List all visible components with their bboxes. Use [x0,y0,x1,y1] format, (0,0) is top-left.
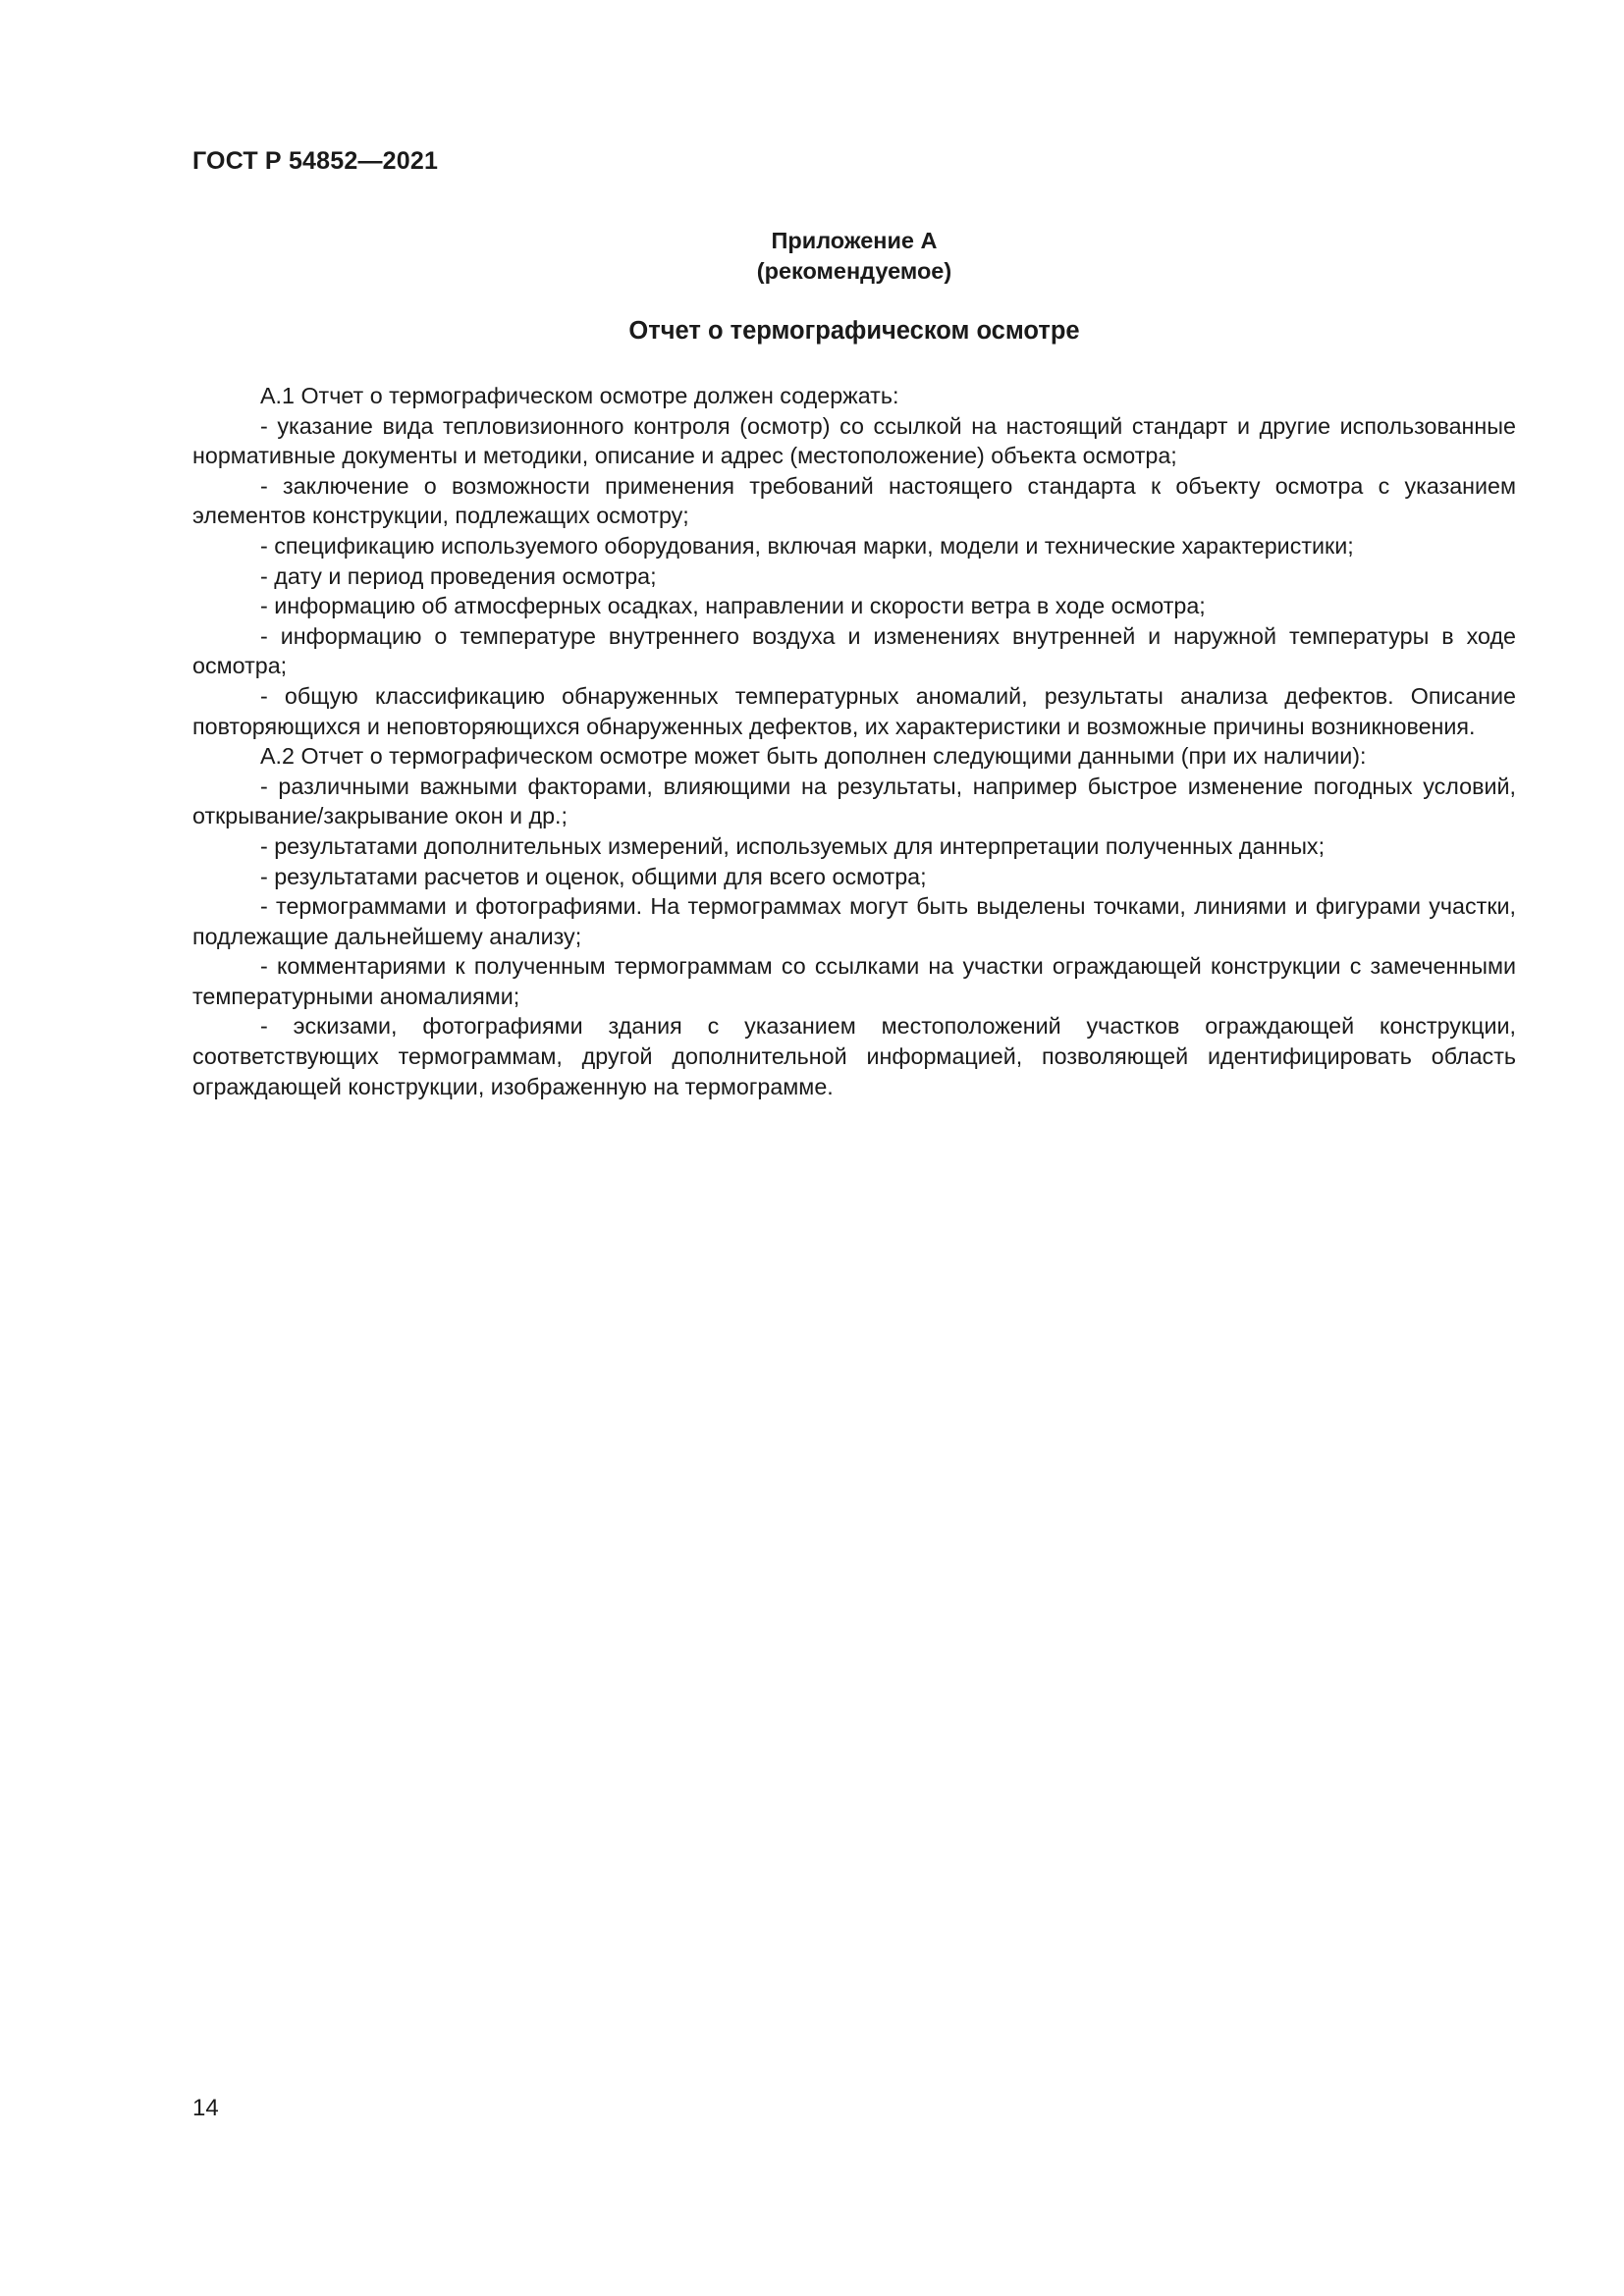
standard-code-header: ГОСТ Р 54852—2021 [192,147,439,175]
list-item: - указание вида тепловизионного контроля (осмотр) со ссылкой на настоящий стандарт и другие использованные нормативные документы и методики, описание и адрес (местоположение) объекта осмотра; [192,412,1516,469]
list-item: - дату и период проведения осмотра; [260,562,657,589]
page-number: 14 [192,2095,219,2121]
list-item: - спецификацию используемого оборудования, включая марки, модели и технические характеристики; [260,532,1354,559]
list-item: - общую классификацию обнаруженных температурных аномалий, результаты анализа дефектов. Описание повторяющихся и неповторяющихся обнаруженных дефектов, их характеристики и возможные причины возникновения. [192,682,1516,739]
annex-title: Отчет о термографическом осмотре [628,317,1080,345]
list-item: - заключение о возможности применения требований настоящего стандарта к объекту осмотра с указанием элементов конструкции, подлежащих осмотру; [192,472,1516,529]
annex-status: (рекомендуемое) [756,258,952,284]
annex-body [192,381,1516,1101]
list-item: - эскизами, фотографиями здания с указанием местоположений участков ограждающей конструкции, соответствующих термограммам, другой дополнительной информацией, позволяющей идентифицировать область ограждающей конструкции, изображенную на термограмме. [192,1013,1516,1099]
annex-heading [192,226,1516,287]
list-item: - термограммами и фотографиями. На термограммах могут быть выделены точками, линиями и фигурами участки, подлежащие дальнейшему анализу; [192,893,1516,949]
list-item: - информацию о температуре внутреннего воздуха и изменениях внутренней и наружной температуры в ходе осмотра; [192,622,1516,679]
list-item: - комментариями к полученным термограммам со ссылками на участки ограждающей конструкции с замеченными температурными аномалиями; [192,953,1516,1009]
annex-label: Приложение А [771,228,938,253]
paragraph-a1-intro: А.1 Отчет о термографическом осмотре должен содержать: [260,383,899,408]
list-item: - информацию об атмосферных осадках, направлении и скорости ветра в ходе осмотра; [260,593,1206,619]
list-item: - различными важными факторами, влияющими на результаты, например быстрое изменение погодных условий, открывание/закрывание окон и др.; [192,773,1516,829]
list-item: - результатами расчетов и оценок, общими для всего осмотра; [260,863,927,889]
list-item: - результатами дополнительных измерений, используемых для интерпретации полученных данных; [260,832,1326,859]
paragraph-a2-intro: А.2 Отчет о термографическом осмотре может быть дополнен следующими данными (при их наличии): [260,743,1367,770]
